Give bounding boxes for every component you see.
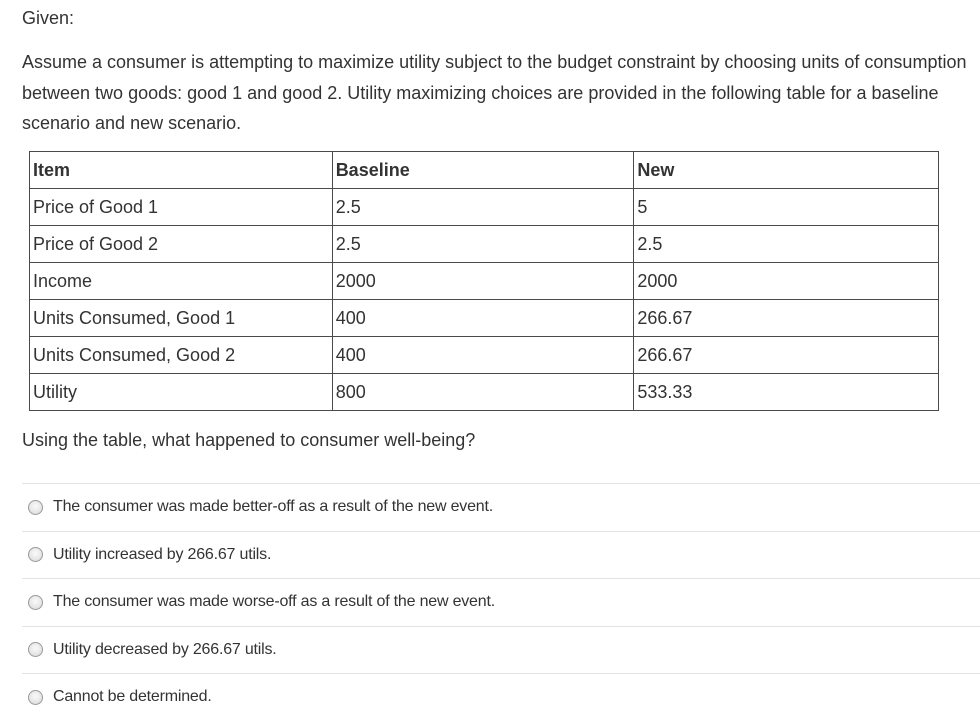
column-header-new: New bbox=[634, 152, 939, 189]
answer-options bbox=[22, 483, 980, 721]
table-cell-item: Units Consumed, Good 2 bbox=[30, 337, 333, 374]
answer-option-label: Cannot be determined. bbox=[53, 688, 212, 706]
table-row bbox=[30, 226, 939, 263]
answer-option-label: The consumer was made worse-off as a result of the new event. bbox=[53, 593, 495, 611]
table-cell-new: 266.67 bbox=[634, 300, 939, 337]
answer-option[interactable] bbox=[22, 626, 980, 674]
table-cell-new: 266.67 bbox=[634, 337, 939, 374]
table-row bbox=[30, 337, 939, 374]
radio-button[interactable] bbox=[28, 595, 43, 610]
answer-option-label: The consumer was made better-off as a result of the new event. bbox=[53, 498, 493, 516]
table-cell-item: Utility bbox=[30, 374, 333, 411]
table-cell-new: 5 bbox=[634, 189, 939, 226]
radio-button[interactable] bbox=[28, 500, 43, 515]
column-header-item: Item bbox=[30, 152, 333, 189]
table-cell-item: Units Consumed, Good 1 bbox=[30, 300, 333, 337]
answer-option-label: Utility decreased by 266.67 utils. bbox=[53, 640, 277, 658]
answer-option[interactable] bbox=[22, 531, 980, 579]
answer-option[interactable] bbox=[22, 673, 980, 721]
table-row bbox=[30, 300, 939, 337]
radio-button[interactable] bbox=[28, 642, 43, 657]
table-cell-baseline: 2.5 bbox=[332, 189, 634, 226]
column-header-baseline: Baseline bbox=[332, 152, 634, 189]
problem-intro: Assume a consumer is attempting to maximize utility subject to the budget constraint by choosing units of consumption between two goods: good 1 and good 2. Utility maximizing choices are provided in the following table for a baseline scenario and new scenario. bbox=[22, 52, 967, 133]
radio-button[interactable] bbox=[28, 690, 43, 705]
table-cell-item: Price of Good 1 bbox=[30, 189, 333, 226]
answer-option[interactable] bbox=[22, 578, 980, 626]
table-header-row bbox=[30, 152, 939, 189]
table-cell-item: Price of Good 2 bbox=[30, 226, 333, 263]
given-heading: Given: bbox=[22, 8, 75, 28]
table-cell-baseline: 2.5 bbox=[332, 226, 634, 263]
answer-option[interactable] bbox=[22, 483, 980, 531]
table-row bbox=[30, 263, 939, 300]
table-row bbox=[30, 189, 939, 226]
radio-button[interactable] bbox=[28, 547, 43, 562]
table-cell-baseline: 400 bbox=[332, 300, 634, 337]
data-table bbox=[29, 151, 939, 411]
table-cell-new: 2000 bbox=[634, 263, 939, 300]
table-cell-item: Income bbox=[30, 263, 333, 300]
table-cell-baseline: 400 bbox=[332, 337, 634, 374]
table-cell-new: 2.5 bbox=[634, 226, 939, 263]
table-cell-baseline: 2000 bbox=[332, 263, 634, 300]
table-cell-baseline: 800 bbox=[332, 374, 634, 411]
table-cell-new: 533.33 bbox=[634, 374, 939, 411]
answer-option-label: Utility increased by 266.67 utils. bbox=[53, 545, 272, 563]
table-row bbox=[30, 374, 939, 411]
question-prompt: Using the table, what happened to consumer well-being? bbox=[22, 430, 476, 450]
